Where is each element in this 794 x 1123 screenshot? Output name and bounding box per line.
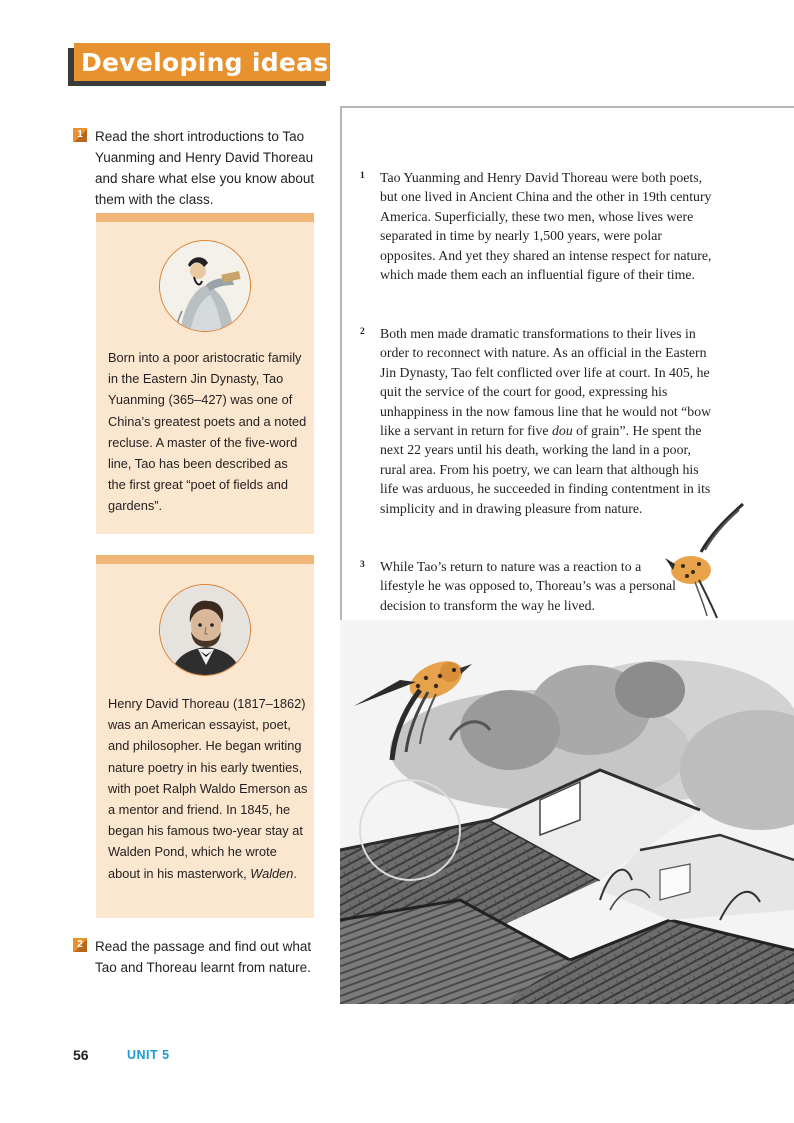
unit-label: UNIT 5 [127, 1048, 170, 1062]
passage-paragraph-2 [360, 324, 716, 518]
ink-painting-illustration [340, 620, 794, 1004]
paragraph-number: 2 [360, 327, 365, 337]
section-title: Developing ideas [81, 47, 329, 77]
passage-paragraph-1 [360, 168, 716, 284]
paragraph-text: Tao Yuanming and Henry David Thoreau were both poets, but one lived in Ancient China and the other in 19th century America. Superficially, these two men, whose lives were separated in time by nearly 1,500 years, were polar opposites. And yet they shared an intense respect for nature, which made them each an influential figure of their time. [380, 170, 712, 283]
activity-1 [73, 126, 318, 210]
passage-paragraph-3 [360, 557, 680, 615]
thoreau-intro-end: . [293, 865, 297, 881]
section-banner [74, 43, 330, 81]
activity-number-badge: 2 [73, 938, 87, 952]
thoreau-portrait-illustration [160, 585, 251, 676]
thoreau-introduction [108, 693, 308, 884]
banner-divider [372, 51, 374, 73]
chevron-left-icon [380, 53, 391, 71]
activity-instruction: Read the short introductions to Tao Yuanming and Henry David Thoreau and share what else you know about them with the class. [95, 129, 315, 207]
activity-instruction: Read the passage and find out what Tao and Thoreau learnt from nature. [95, 939, 312, 975]
thoreau-portrait [159, 584, 251, 676]
paragraph-text [380, 324, 716, 518]
paragraph-text: While Tao’s return to nature was a reaction to a lifestyle he was opposed to, Thoreau’s was a personal decision to transform the way he lived. [380, 559, 676, 613]
thoreau-masterwork-title: Walden [250, 865, 294, 881]
thoreau-intro-text: Henry David Thoreau (1817–1862) was an American essayist, poet, and philosopher. He began writing nature poetry in his early twenties, with poet Ralph Waldo Emerson as a mentor and friend. In 1845, he began his famous two-year stay at Walden Pond, which he wrote about in his masterwork, [108, 696, 308, 881]
activity-2 [73, 936, 318, 978]
paragraph-text-part: Both men made dramatic transformations to their lives in order to reconnect with nature. As an official in the Eastern Jin Dynasty, Tao felt conflicted over life at court. In 405, he quit the service of the court for good, expressing his unhappiness in the now famous line that he would not “bow like a servant in return for five [380, 326, 712, 439]
tao-portrait-illustration [160, 241, 251, 332]
paragraph-number: 3 [360, 560, 365, 570]
thoreau-card [96, 555, 314, 918]
paragraph-number: 1 [360, 171, 365, 181]
dou-term: dou [552, 423, 573, 439]
tao-introduction: Born into a poor aristocratic family in the Eastern Jin Dynasty, Tao Yuanming (365–427) was one of China’s greatest poets and a noted recluse. A master of the five-word line, Tao has been described as the first great “poet of fields and gardens”. [108, 350, 307, 514]
tao-yuanming-card [96, 213, 314, 534]
flying-bird-illustration [655, 500, 755, 620]
page-number: 56 [73, 1047, 89, 1063]
paragraph-text-part: of grain”. He spent the next 22 years until his death, working the land in a poor, rural area. From his poetry, we can learn that although his life was arduous, he succeeded in finding contentment in its simplicity and in drawing pleasure from nature. [380, 423, 711, 516]
activity-number-badge: 1 [73, 128, 87, 142]
tao-portrait [159, 240, 251, 332]
